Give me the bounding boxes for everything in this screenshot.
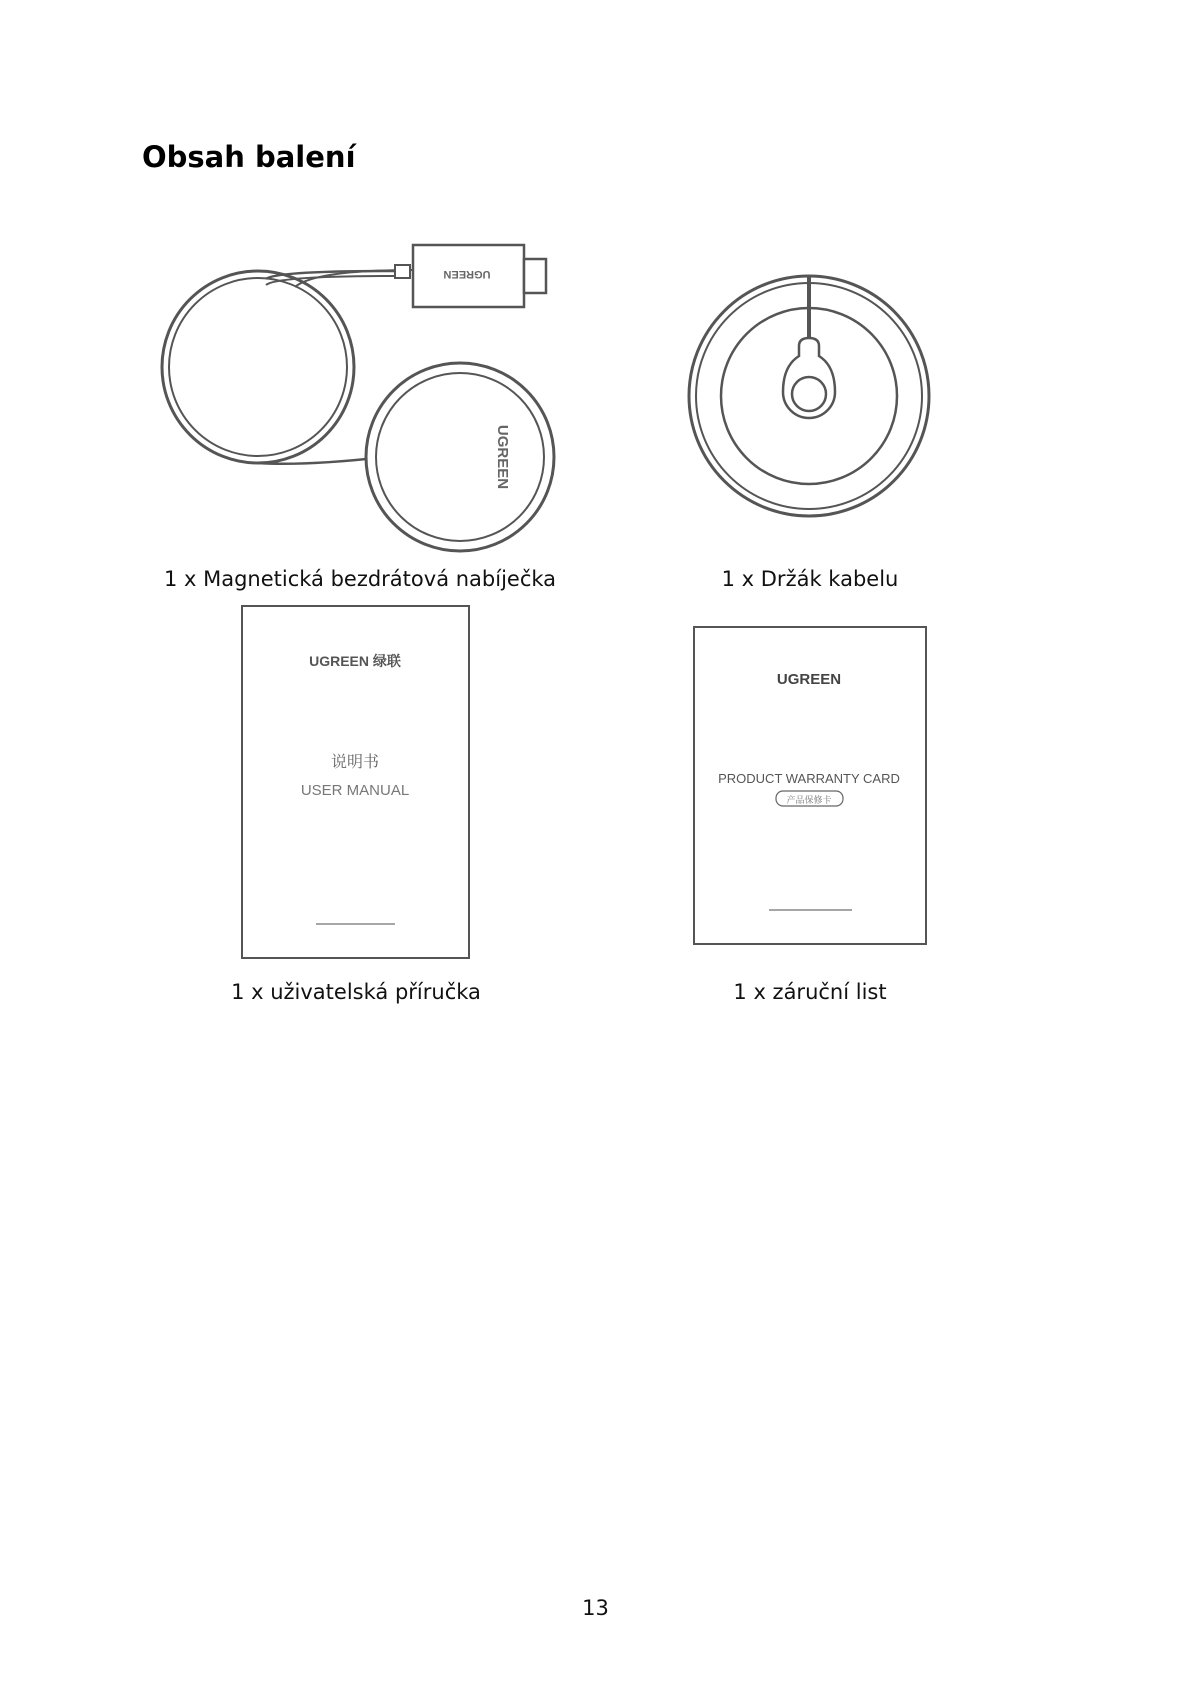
warranty-card-illustration — [692, 625, 928, 947]
manual-brand-label: UGREEN 绿联 — [309, 653, 401, 669]
warranty-title-en: PRODUCT WARRANTY CARD — [718, 771, 900, 786]
page-number: 13 — [582, 1596, 609, 1620]
warranty-card-caption: 1 x záruční list — [733, 980, 887, 1004]
user-manual-caption: 1 x uživatelská příručka — [231, 980, 481, 1004]
magnetic-charger-illustration — [155, 235, 575, 555]
manual-title-en: USER MANUAL — [300, 782, 410, 799]
cable-holder-illustration — [685, 272, 935, 522]
cable-holder-caption: 1 x Držák kabelu — [721, 567, 899, 591]
user-manual-illustration — [240, 604, 472, 960]
charger-caption: 1 x Magnetická bezdrátová nabíječka — [163, 567, 557, 591]
manual-title-cn: 说明书 — [330, 754, 380, 771]
plug-brand-label: UGREEN — [443, 268, 491, 280]
pad-brand-label: UGREEN — [494, 424, 511, 490]
warranty-title-cn: 产品保修卡 — [786, 795, 832, 805]
page-title: Obsah balení — [142, 140, 356, 174]
warranty-brand-label: UGREEN — [776, 671, 842, 688]
